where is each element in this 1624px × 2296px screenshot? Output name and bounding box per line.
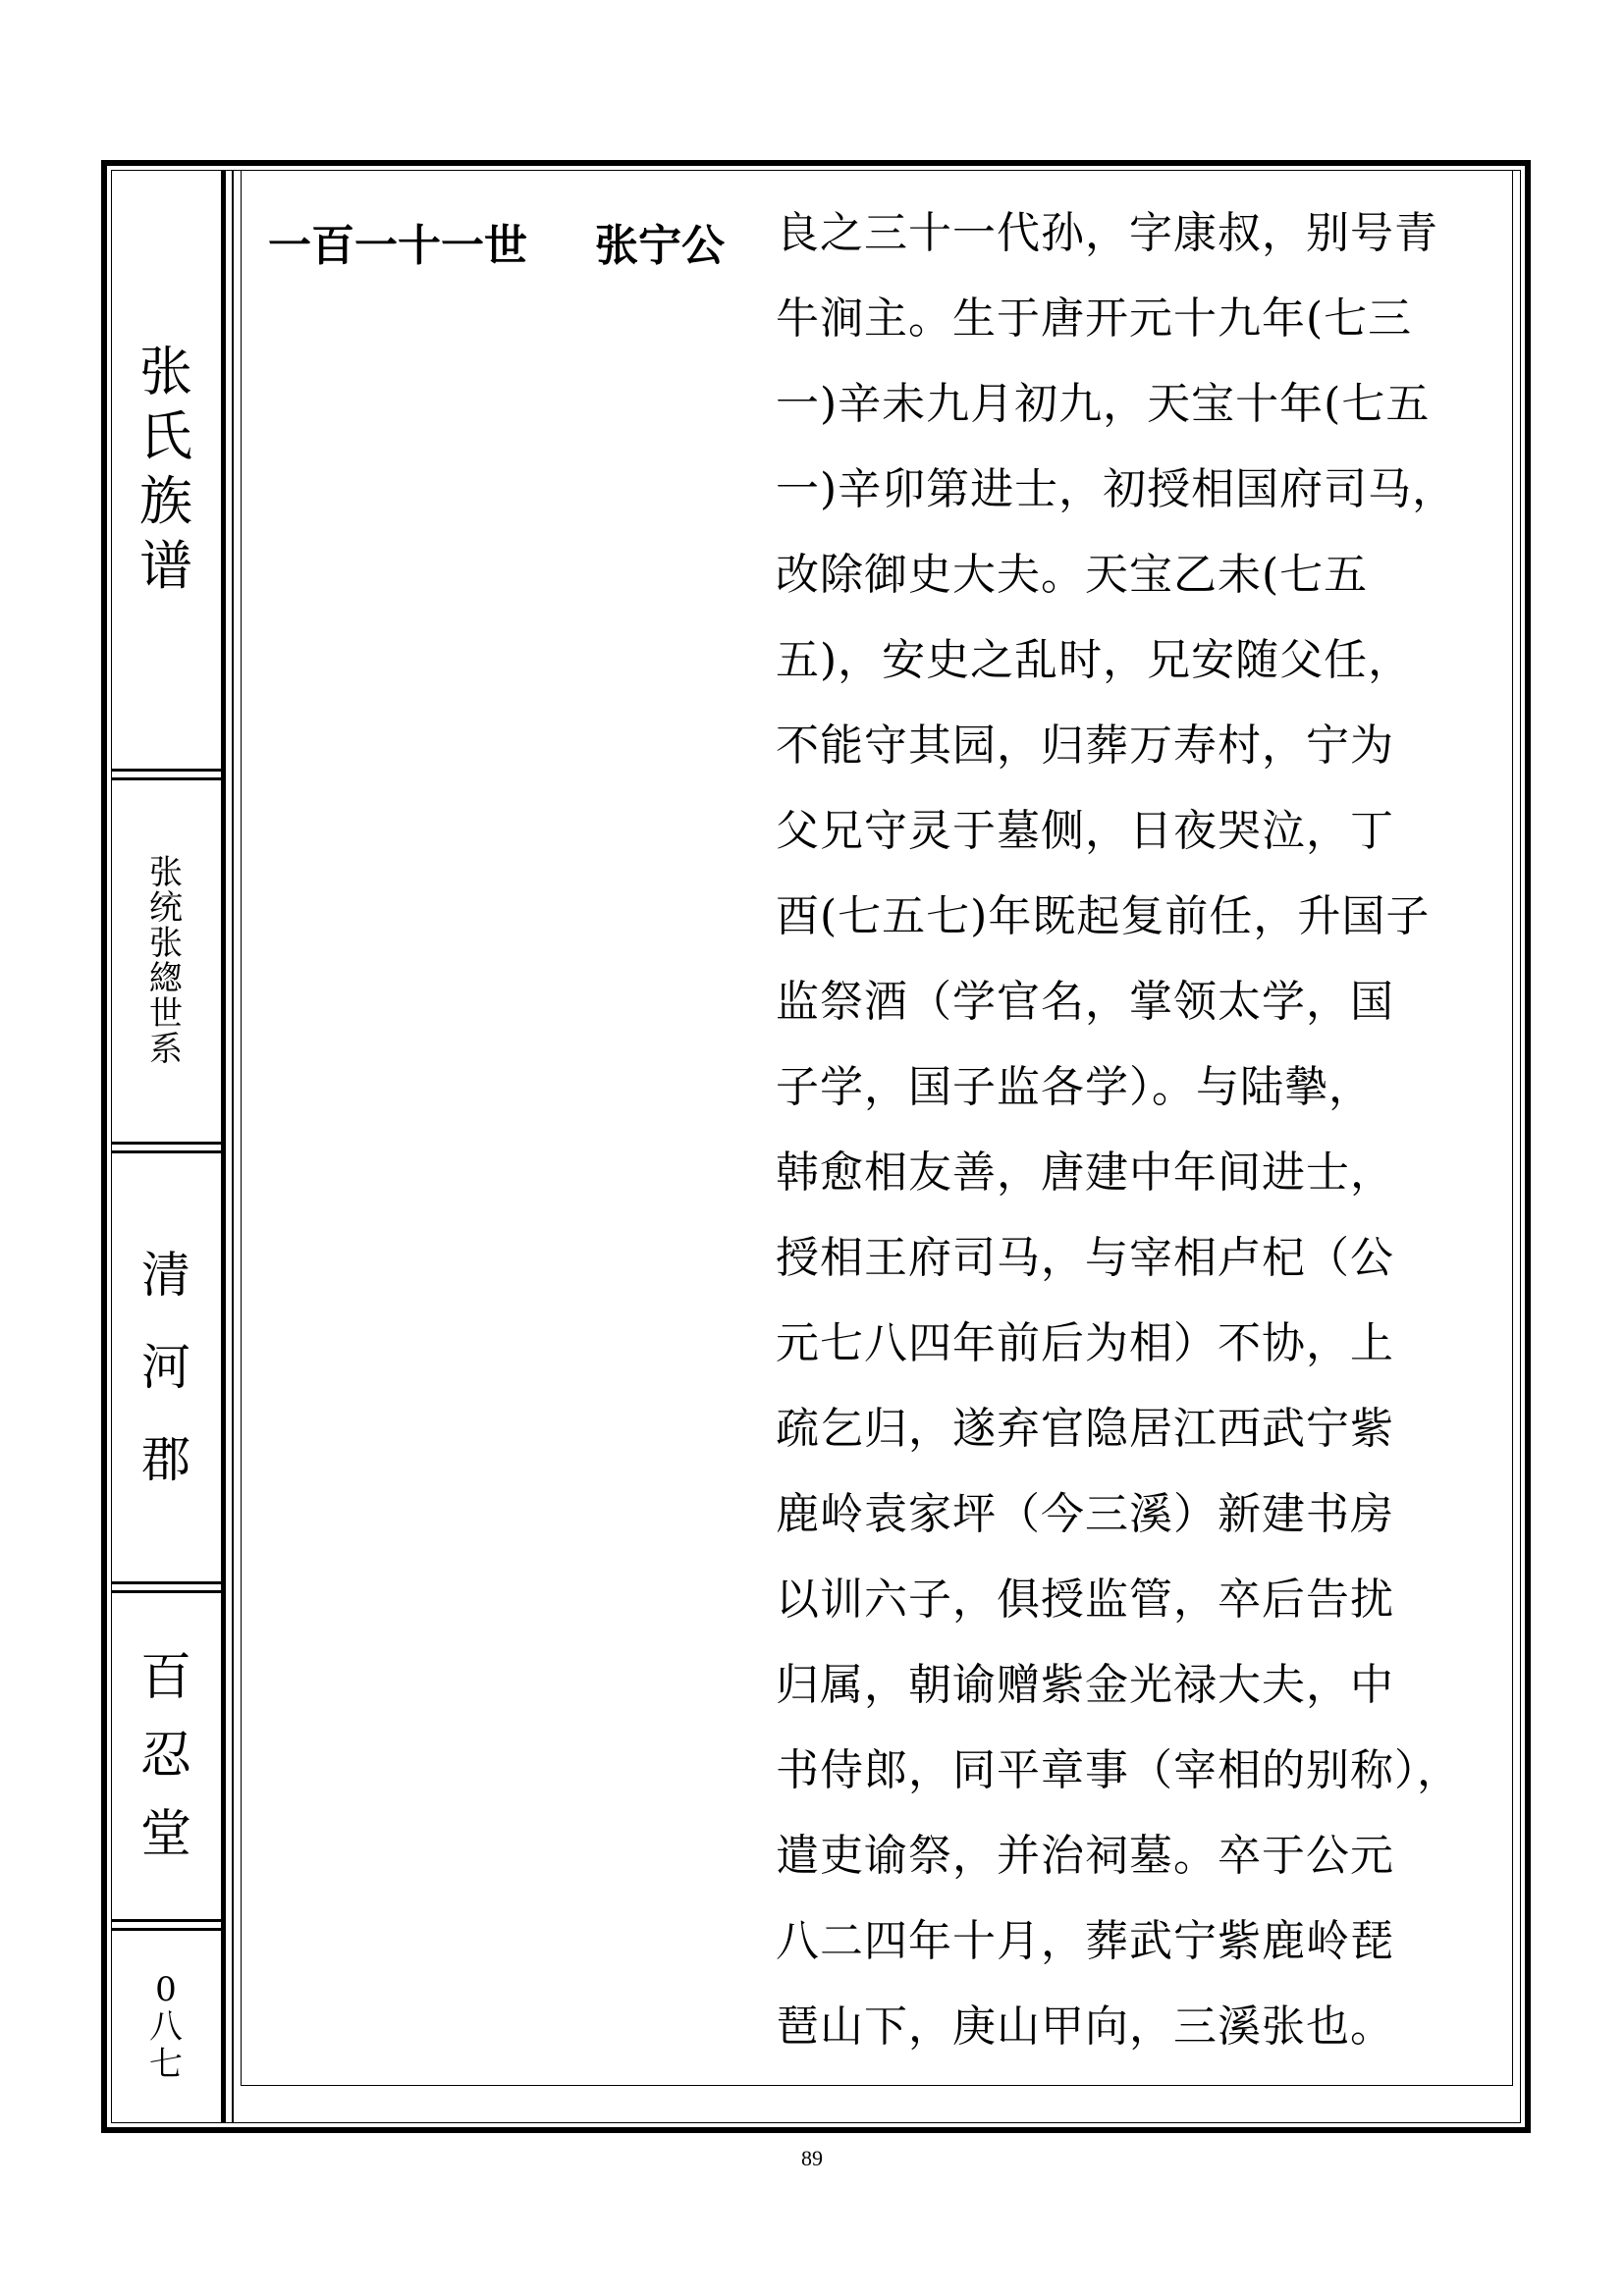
- spine-branch-char: 緫: [149, 959, 183, 998]
- bio-line: 八二四年十月，葬武宁紫鹿岭琵: [776, 1916, 1394, 1966]
- bio-line: 牛涧主。生于唐开元十九年(七三: [776, 294, 1413, 344]
- bio-line: 不能守其园，归葬万寿村，宁为: [776, 721, 1394, 771]
- bio-line: 遣吏谕祭，并治祠墓。卒于公元: [776, 1831, 1394, 1881]
- spine-page-code-char: 七: [149, 2045, 183, 2084]
- bio-line: 监祭酒（学官名，掌领太学，国: [776, 977, 1394, 1027]
- bio-line: 良之三十一代孙，字康叔，别号青: [776, 208, 1438, 258]
- bio-line: 酉(七五七)年既起复前任，升国子: [776, 891, 1431, 941]
- spine-hall-char: 百: [139, 1648, 191, 1707]
- bio-line: 一)辛卯第进士，初授相国府司马，: [776, 464, 1457, 514]
- bio-line: 一)辛未九月初九，天宝十年(七五: [776, 379, 1431, 429]
- spine-page-code-char: 0: [155, 1970, 177, 2009]
- bio-line: 疏乞归，遂弃官隐居江西武宁紫: [776, 1404, 1394, 1454]
- spine-divider-thin: [232, 170, 234, 2123]
- bio-line: 韩愈相友善，唐建中年间进士，: [776, 1148, 1394, 1198]
- biography-text: [776, 206, 1502, 2085]
- spine-page-code-char: 八: [149, 2007, 183, 2047]
- bio-line: 改除御史大夫。天宝乙未(七五: [776, 550, 1369, 600]
- bio-line: 授相王府司马，与宰相卢杞（公: [776, 1233, 1394, 1283]
- bio-line: 子学，国子监各学）。与陆摰，: [776, 1062, 1373, 1112]
- spine-title-char: 族: [139, 470, 192, 532]
- bio-line: 五)，安史之乱时，兄安随父任，: [776, 635, 1413, 685]
- spine-commandery-char: 郡: [141, 1431, 190, 1488]
- spine-hall-char: 忍: [139, 1727, 191, 1786]
- spine-commandery-char: 河: [141, 1339, 190, 1396]
- spine-commandery-char: 清: [141, 1247, 190, 1304]
- spine-branch-char: 世: [149, 994, 183, 1034]
- spine-title-char: 张: [139, 341, 192, 402]
- spine-branch-char: 张: [149, 924, 183, 963]
- generation-heading: 一百一十一世: [268, 221, 527, 271]
- spine-branch-char: 张: [149, 853, 183, 892]
- spine-branch-box: [111, 777, 221, 1145]
- person-name: 张宁公: [595, 221, 725, 271]
- bio-line: 书侍郎，同平章事（宰相的别称），: [776, 1745, 1461, 1795]
- spine-title-box: [111, 170, 221, 772]
- spine-title-char: 氏: [139, 405, 192, 467]
- spine-hall-box: [111, 1590, 221, 1922]
- spine-commandery-box: [111, 1150, 221, 1584]
- page-number: 89: [801, 2146, 823, 2170]
- bio-line: 父兄守灵于墓侧，日夜哭泣，丁: [776, 806, 1394, 856]
- spine-hall-char: 堂: [139, 1805, 191, 1864]
- spine-branch-char: 统: [149, 888, 183, 928]
- bio-line: 琶山下，庚山甲向，三溪张也。: [776, 2002, 1394, 2052]
- bio-line: 鹿岭袁家坪（今三溪）新建书房: [776, 1489, 1394, 1539]
- bio-line: 归属，朝谕赠紫金光禄大夫，中: [776, 1660, 1394, 1710]
- bio-line: 以训六子，俱授监管，卒后告扰: [776, 1575, 1394, 1625]
- spine-title-char: 谱: [139, 535, 192, 597]
- bio-line: 元七八四年前后为相）不协，上: [776, 1318, 1394, 1368]
- spine-page-code-box: [111, 1928, 221, 2123]
- spine-divider: [221, 170, 226, 2123]
- spine-branch-char: 系: [149, 1030, 183, 1069]
